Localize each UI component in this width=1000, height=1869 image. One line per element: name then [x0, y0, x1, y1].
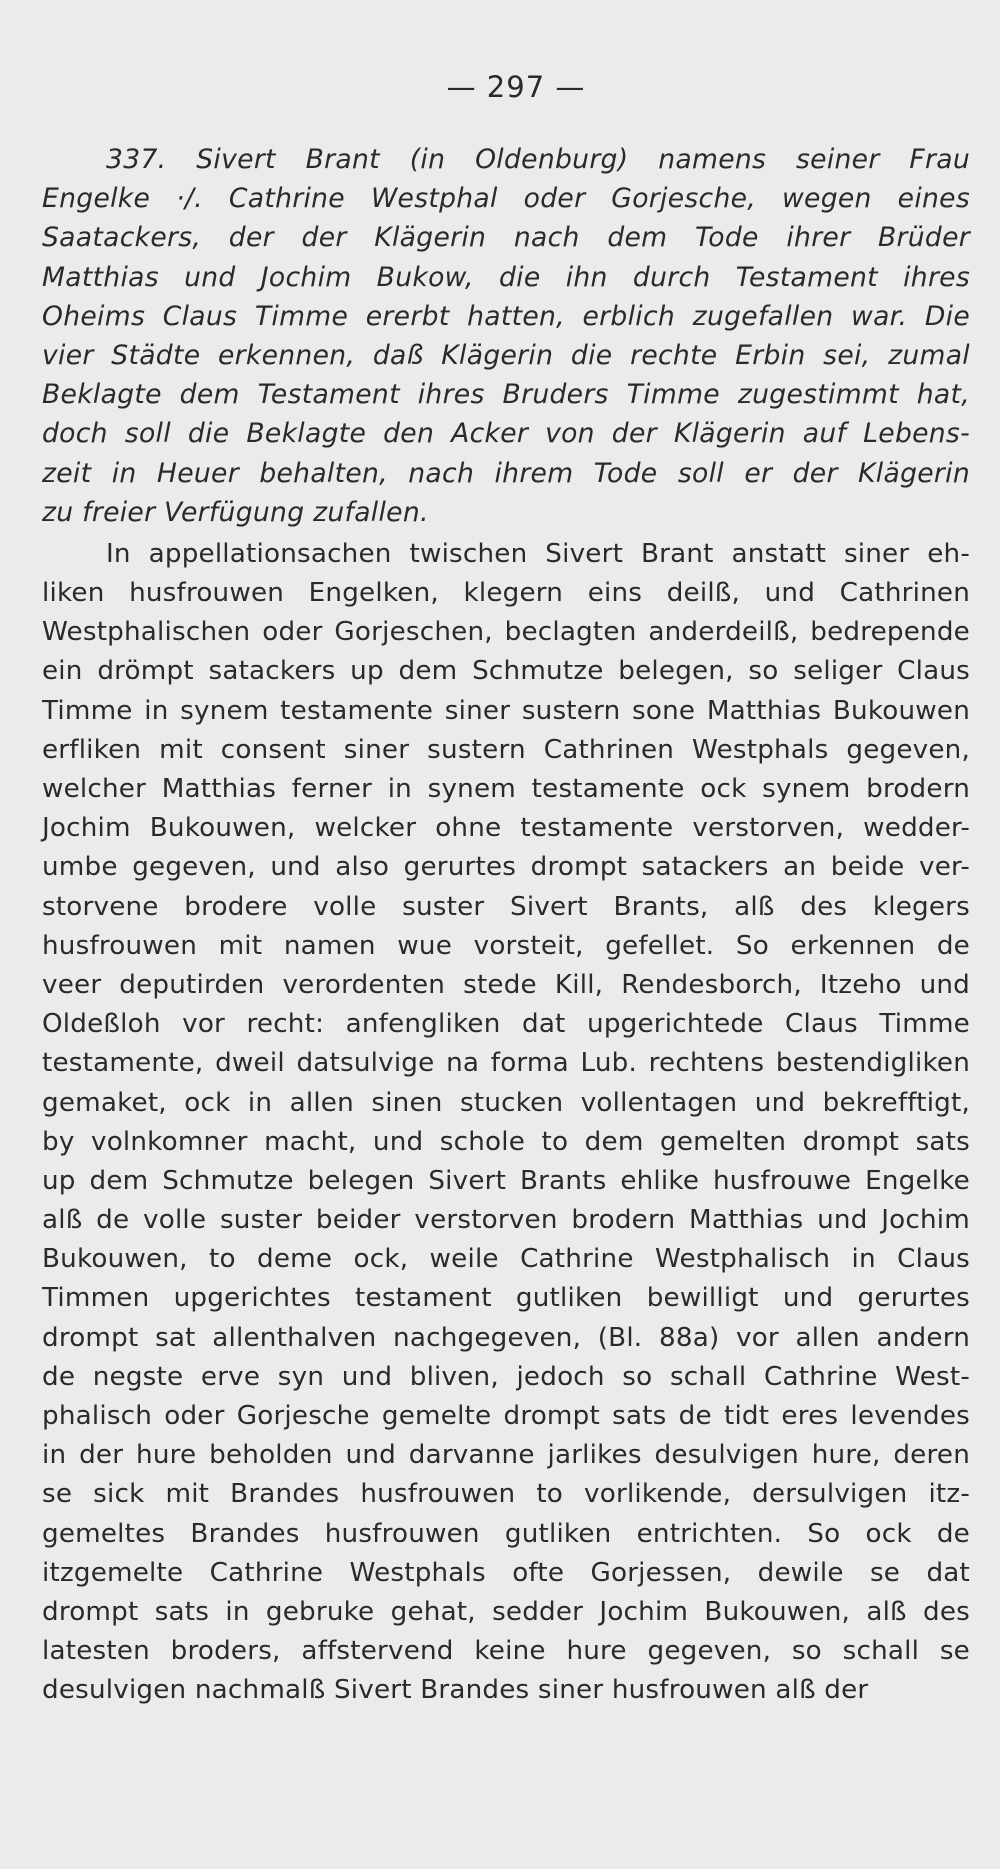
text-line: se sick mit Brandes husfrouwen to vorlikende, dersulvigen itz- [42, 1479, 970, 1510]
text-line: liken husfrouwen Engelken, klegern eins deilß, und Cathrinen [42, 578, 970, 609]
text-line: up dem Schmutze belegen Sivert Brants ehlike husfrouwe Engelke [42, 1165, 970, 1196]
text-line: In appellationsachen twischen Sivert Brant anstatt siner eh- [106, 538, 970, 569]
text-line: vier Städte erkennen, daß Klägerin die rechte Erbin sei, zumal [42, 339, 970, 371]
text-line: latesten broders, affstervend keine hure gegeven, so schall se [42, 1636, 970, 1667]
text-line: drompt sat allenthalven nachgegeven, (Bl. 88a) vor allen andern [42, 1322, 970, 1353]
text-line: Jochim Bukouwen, welcker ohne testamente verstorven, wedder- [42, 813, 970, 844]
text-line: desulvigen nachmalß Sivert Brandes siner husfrouwen alß der [42, 1675, 869, 1706]
text-line: de negste erve syn und bliven, jedoch so schall Cathrine West- [42, 1361, 970, 1392]
text-line: erfliken mit consent siner sustern Cathrinen Westphals gegeven, [42, 734, 970, 765]
text-line: Westphalischen oder Gorjeschen, beclagten anderdeilß, bedrepende [42, 617, 970, 648]
text-line: testamente, dweil datsulvige na forma Lub. rechtens bestendigliken [42, 1048, 970, 1079]
document-body [42, 535, 970, 1711]
text-line: Timmen upgerichtes testament gutliken bewilligt und gerurtes [42, 1283, 970, 1314]
text-line: 337. Sivert Brant (in Oldenburg) namens seiner Frau [106, 144, 970, 175]
text-line: Oheims Claus Timme ererbt hatten, erblich zugefallen war. Die [42, 300, 970, 332]
text-line: doch soll die Beklagte den Acker von der Klägerin auf Lebens- [42, 418, 970, 450]
text-line: Oldeßloh vor recht: anfengliken dat upgerichtede Claus Timme [42, 1009, 970, 1040]
page-number: — 297 — [446, 70, 586, 104]
text-line: Beklagte dem Testament ihres Bruders Timme zugestimmt hat, [42, 379, 970, 411]
text-line: Saatackers, der der Klägerin nach dem Tode ihrer Brüder [42, 222, 970, 254]
text-line: veer deputirden verordenten stede Kill, Rendesborch, Itzeho und [42, 969, 970, 1000]
text-line: Engelke ·/. Cathrine Westphal oder Gorjesche, wegen eines [42, 183, 970, 215]
text-line: ein drömpt satackers up dem Schmutze belegen, so seliger Claus [42, 656, 970, 687]
text-line: zeit in Heuer behalten, nach ihrem Tode soll er der Klägerin [42, 457, 970, 489]
text-line: gemeltes Brandes husfrouwen gutliken entrichten. So ock de [42, 1518, 970, 1549]
text-line: husfrouwen mit namen wue vorsteit, gefellet. So erkennen de [42, 930, 970, 961]
text-line: Timme in synem testamente siner sustern sone Matthias Bukouwen [42, 695, 970, 726]
text-line: zu freier Verfügung zufallen. [42, 496, 429, 528]
text-line: drompt sats in gebruke gehat, sedder Jochim Bukouwen, alß des [42, 1596, 970, 1627]
text-line: alß de volle suster beider verstorven brodern Matthias und Jochim [42, 1205, 970, 1236]
text-line: itzgemelte Cathrine Westphals ofte Gorjessen, dewile se dat [42, 1557, 970, 1588]
text-line: by volnkomner macht, und schole to dem gemelten drompt sats [42, 1126, 970, 1157]
text-line: umbe gegeven, und also gerurtes drompt satackers an beide ver- [42, 852, 970, 883]
regest-summary [42, 140, 970, 532]
text-line: in der hure beholden und darvanne jarlikes desulvigen hure, deren [42, 1440, 970, 1471]
text-line: Bukouwen, to deme ock, weile Cathrine Westphalisch in Claus [42, 1244, 970, 1275]
text-line: welcher Matthias ferner in synem testamente ock synem brodern [42, 774, 970, 804]
text-line: Matthias und Jochim Bukow, die ihn durch Testament ihres [42, 261, 970, 293]
text-line: storvene brodere volle suster Sivert Brants, alß des klegers [42, 891, 970, 922]
text-line: phalisch oder Gorjesche gemelte drompt sats de tidt eres levendes [42, 1401, 970, 1431]
text-line: gemaket, ock in allen sinen stucken vollentagen und bekrefftigt, [42, 1087, 970, 1118]
